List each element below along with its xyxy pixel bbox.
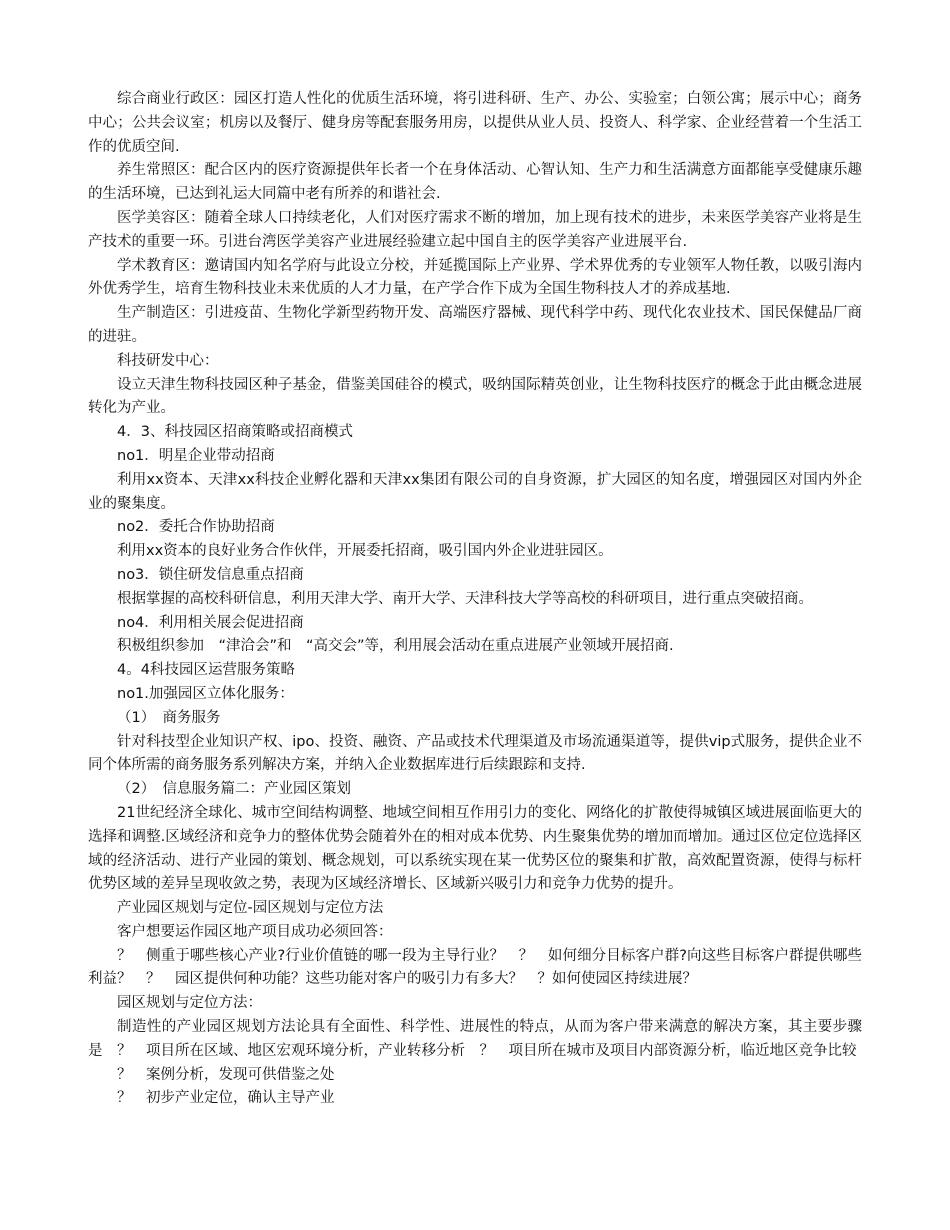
paragraph: ？ 侧重于哪些核心产业?行业价值链的哪一段为主导行业？ ？ 如何细分目标客户群?向这些目标客户群提供哪些利益？ ？ 园区提供何种功能？这些功能对客户的吸引力有多大？ ？如何使园区持续进展？: [88, 947, 862, 988]
list-item-heading: no1.加强园区立体化服务：: [117, 685, 294, 702]
section-heading: 产业园区规划与定位-园区规划与定位方法: [117, 900, 384, 917]
sub-item-heading: （1） 商务服务: [117, 709, 221, 726]
paragraph: 综合商业行政区：园区打造人性化的优质生活环境，将引进科研、生产、办公、实验室；白领公寓；展示中心；商务中心；公共会议室；机房以及餐厅、健身房等配套服务用房，以提供从业人员、投资人、科学家、企业经营着一个生活工作的优质空间.: [88, 91, 862, 155]
paragraph: 利用xx资本的良好业务合作伙伴，开展委托招商，吸引国内外企业进驻园区。: [117, 543, 613, 560]
section-heading: 4。4科技园区运营服务策略: [117, 662, 295, 679]
paragraph: 医学美容区：随着全球人口持续老化，人们对医疗需求不断的增加，加上现有技术的进步，未来医学美容产业将是生产技术的重要一环。引进台湾医学美容产业进展经验建立起中国自主的医学美容产业进展平台.: [88, 209, 862, 250]
paragraph: 根据掌握的高校科研信息，利用天津大学、南开大学、天津科技大学等高校的科研项目，进行重点突破招商。: [117, 590, 813, 607]
document-body: [88, 88, 862, 1111]
sub-item-heading: （2） 信息服务篇二：产业园区策划: [117, 781, 351, 798]
section-heading: 科技研发中心：: [117, 352, 219, 369]
paragraph: 客户想要运作园区地产项目成功必须回答：: [117, 923, 393, 940]
paragraph: 设立天津生物科技园区种子基金，借鉴美国硅谷的模式，吸纳国际精英创业，让生物科技医疗的概念于此由概念进展转化为产业。: [88, 376, 862, 417]
list-item-heading: no1．明星企业带动招商: [117, 447, 275, 464]
paragraph: 学术教育区：邀请国内知名学府与此设立分校，并延揽国际上产业界、学术界优秀的专业领军人物任教，以吸引海内外优秀学生，培育生物科技业未来优质的人才力量，在产学合作下成为全国生物科技人才的养成基地.: [88, 257, 862, 298]
paragraph: 针对科技型企业知识产权、ipo、投资、融资、产品或技术代理渠道及市场流通渠道等，提供vip式服务，提供企业不同个体所需的商务服务系列解决方案，并纳入企业数据库进行后续跟踪和支持.: [88, 733, 862, 774]
paragraph: 积极组织参加 “津洽会”和 “高交会”等，利用展会活动在重点进展产业领域开展招商.: [117, 638, 674, 655]
list-item: ？ 案例分析，发现可供借鉴之处: [117, 1066, 335, 1083]
list-item-heading: no2．委托合作协助招商: [117, 519, 275, 536]
paragraph: 制造性的产业园区规划方法论具有全面性、科学性、进展性的特点，从而为客户带来满意的解决方案，其主要步骤是 ？ 项目所在区域、地区宏观环境分析，产业转移分析 ？ 项目所在城市及项目内部资源分析，临近地区竞争比较: [88, 1019, 862, 1059]
paragraph: 生产制造区：引进疫苗、生物化学新型药物开发、高端医疗器械、现代科学中药、现代化农业技术、国民保健品厂商的进驻。: [88, 305, 862, 345]
section-heading: 园区规划与定位方法：: [117, 995, 262, 1012]
paragraph: 利用xx资本、天津xx科技企业孵化器和天津xx集团有限公司的自身资源，扩大园区的知名度，增强园区对国内外企业的聚集度。: [88, 471, 862, 512]
list-item-heading: no4．利用相关展会促进招商: [117, 614, 304, 631]
list-item: ？ 初步产业定位，确认主导产业: [117, 1090, 335, 1107]
paragraph: 养生常照区：配合区内的医疗资源提供年长者一个在身体活动、心智认知、生产力和生活满意方面都能享受健康乐趣的生活环境，已达到礼运大同篇中老有所养的和谐社会.: [88, 162, 862, 203]
section-heading: 4．3、科技园区招商策略或招商模式: [117, 424, 353, 441]
list-item-heading: no3．锁住研发信息重点招商: [117, 566, 304, 583]
paragraph: 21世纪经济全球化、城市空间结构调整、地域空间相互作用引力的变化、网络化的扩散使得城镇区域进展面临更大的选择和调整.区域经济和竞争力的整体优势会随着外在的相对成本优势、内生聚集优势的增加而增加。通过区位定位选择区域的经济活动、进行产业园的策划、概念规划，可以系统实现在某一优势区位的聚集和扩散，高效配置资源，使得与标杆优势区域的差异呈现收敛之势，表现为区域经济增长、区域新兴吸引力和竞争力优势的提升。: [88, 804, 862, 893]
